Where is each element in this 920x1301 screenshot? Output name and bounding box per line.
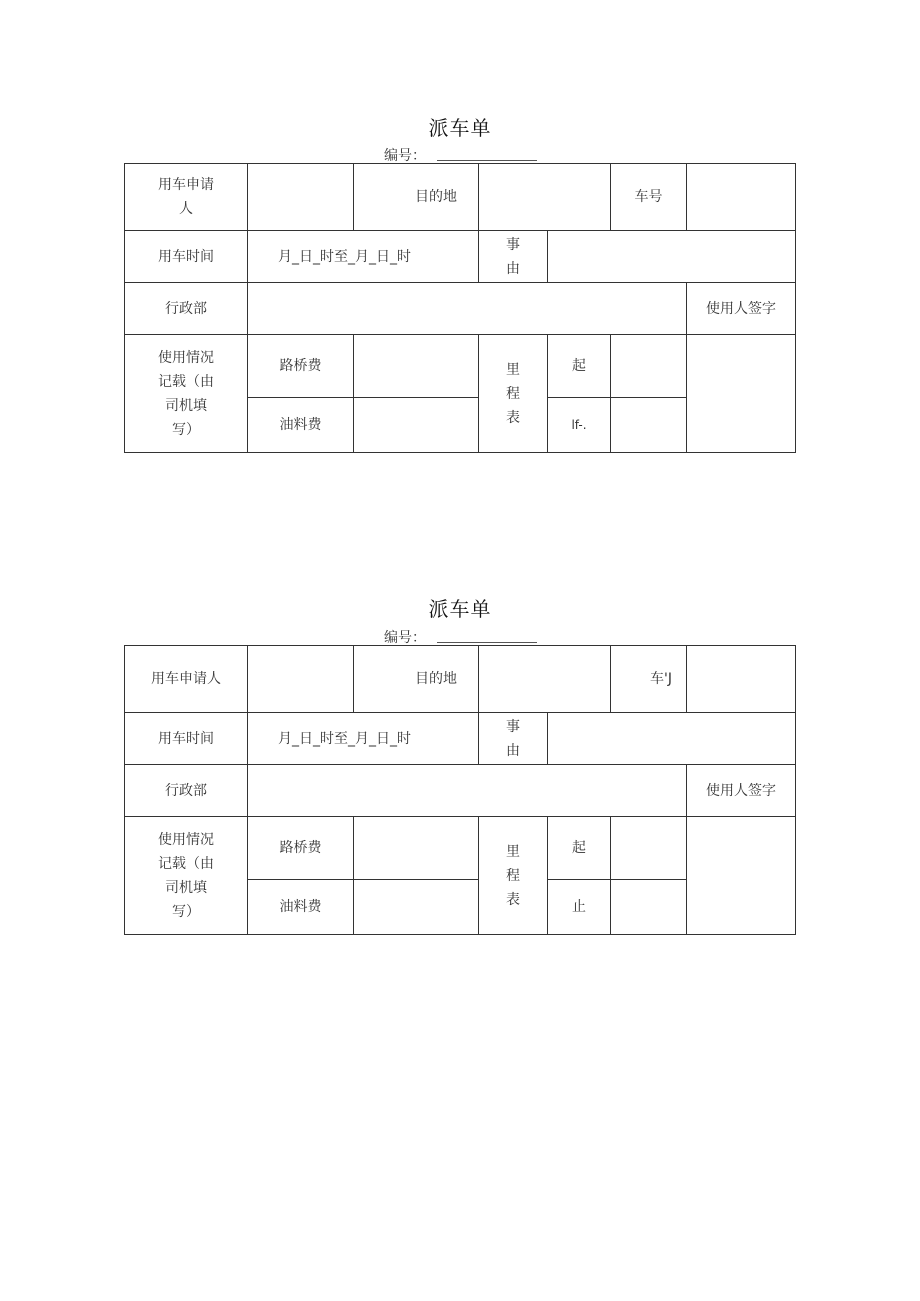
car-number-label: 车号 <box>611 164 687 231</box>
destination-field[interactable] <box>479 646 611 713</box>
car-number-field[interactable] <box>687 164 796 231</box>
time-value[interactable]: 月_日_时至_月_日_时 <box>248 713 479 765</box>
admin-field[interactable] <box>248 765 687 817</box>
applicant-label: 用车申请人 <box>125 164 248 231</box>
destination-field[interactable] <box>479 164 611 231</box>
odometer-end-label: lf-. <box>548 398 611 453</box>
odometer-label: 里程表 <box>479 335 548 453</box>
reason-field[interactable] <box>548 231 796 283</box>
odometer-end-label: 止 <box>548 880 611 935</box>
destination-label: 目的地 <box>354 164 479 231</box>
serial-field[interactable] <box>437 160 537 161</box>
odometer-start-label: 起 <box>548 817 611 880</box>
fuel-field[interactable] <box>354 880 479 935</box>
time-label: 用车时间 <box>125 231 248 283</box>
serial-field[interactable] <box>437 642 537 643</box>
fuel-label: 油料费 <box>248 398 354 453</box>
admin-field[interactable] <box>248 283 687 335</box>
toll-field[interactable] <box>354 817 479 880</box>
time-label: 用车时间 <box>125 713 248 765</box>
odometer-end-field[interactable] <box>611 398 687 453</box>
dispatch-table <box>124 163 796 453</box>
car-number-field[interactable] <box>687 646 796 713</box>
toll-label: 路桥费 <box>248 335 354 398</box>
form-title: 派车单 <box>428 597 492 621</box>
odometer-start-label: 起 <box>548 335 611 398</box>
user-sign-label: 使用人签字 <box>687 765 796 817</box>
applicant-field[interactable] <box>248 646 354 713</box>
time-value[interactable]: 月_日_时至_月_日_时 <box>248 231 479 283</box>
car-number-label: 车'J <box>611 646 687 713</box>
destination-label: 目的地 <box>354 646 479 713</box>
reason-label: 事由 <box>479 713 548 765</box>
applicant-label: 用车申请人 <box>125 646 248 713</box>
fuel-label: 油料费 <box>248 880 354 935</box>
applicant-field[interactable] <box>248 164 354 231</box>
serial-label: 编号： <box>384 148 426 164</box>
reason-label: 事由 <box>479 231 548 283</box>
odometer-start-field[interactable] <box>611 817 687 880</box>
usage-record-label: 使用情况记载（由司机填写） <box>125 817 248 935</box>
odometer-label: 里程表 <box>479 817 548 935</box>
user-sign-field[interactable] <box>687 335 796 453</box>
toll-field[interactable] <box>354 335 479 398</box>
usage-record-label: 使用情况记载（由司机填写） <box>125 335 248 453</box>
admin-label: 行政部 <box>125 283 248 335</box>
toll-label: 路桥费 <box>248 817 354 880</box>
odometer-start-field[interactable] <box>611 335 687 398</box>
form-title: 派车单 <box>428 116 492 140</box>
fuel-field[interactable] <box>354 398 479 453</box>
serial-label: 编号： <box>384 630 426 646</box>
dispatch-table <box>124 645 796 935</box>
reason-field[interactable] <box>548 713 796 765</box>
admin-label: 行政部 <box>125 765 248 817</box>
user-sign-field[interactable] <box>687 817 796 935</box>
odometer-end-field[interactable] <box>611 880 687 935</box>
user-sign-label: 使用人签字 <box>687 283 796 335</box>
